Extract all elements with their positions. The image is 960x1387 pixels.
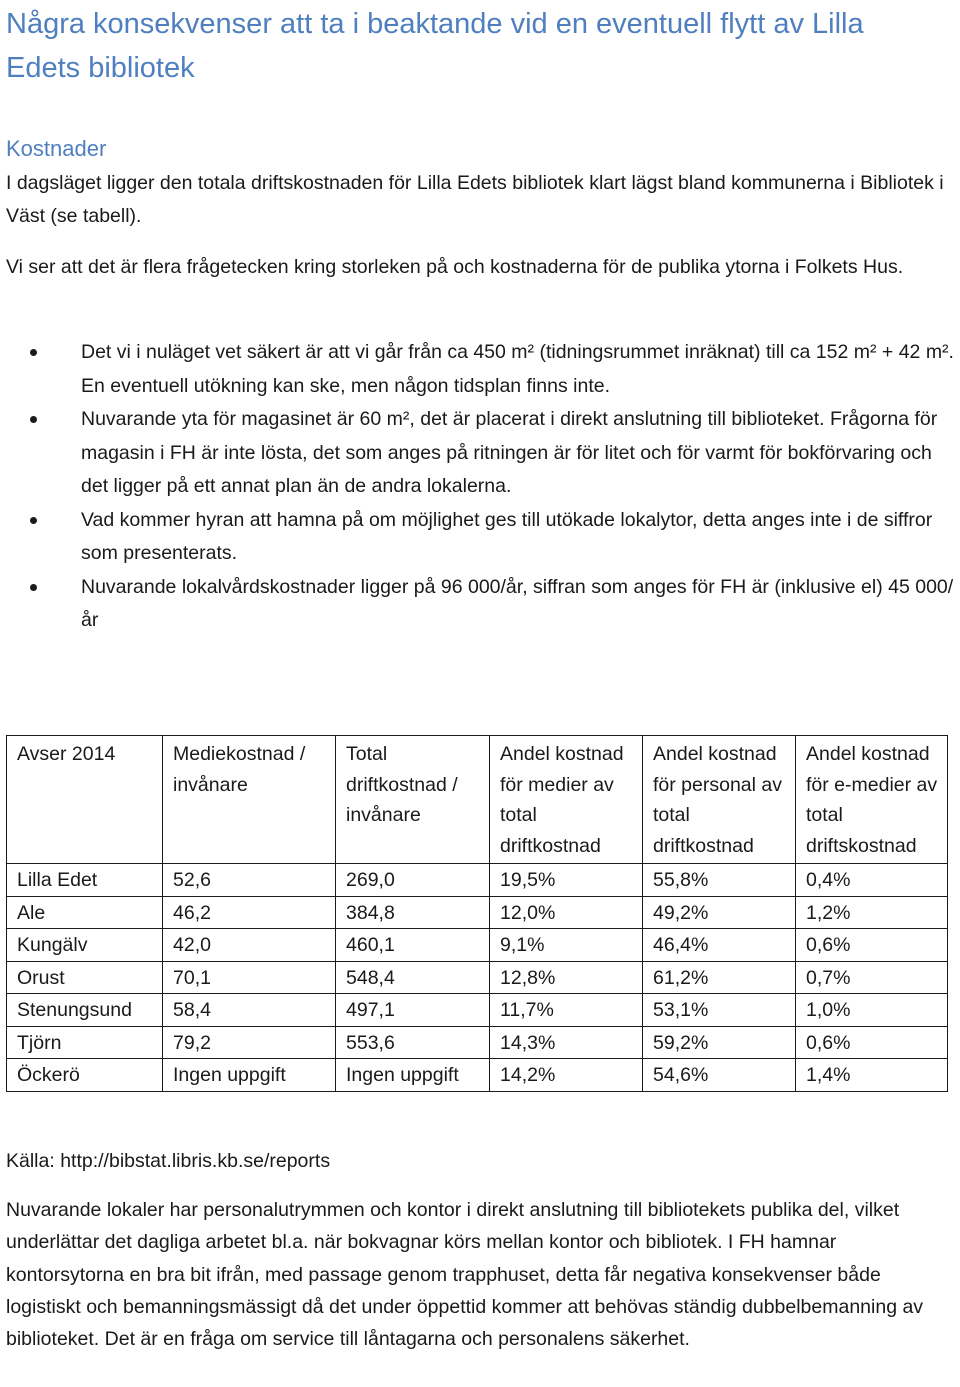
table-cell: 46,4% — [643, 929, 796, 962]
bullet-list — [6, 336, 956, 638]
bullet-icon — [30, 416, 37, 423]
bullet-icon — [30, 349, 37, 356]
table-cell: Tjörn — [7, 1026, 163, 1059]
table-row — [7, 994, 948, 1027]
table-cell: 11,7% — [490, 994, 643, 1027]
table-cell: 1,4% — [796, 1059, 948, 1092]
table-row — [7, 864, 948, 897]
table-cell: 14,2% — [490, 1059, 643, 1092]
bullet-item — [6, 403, 956, 504]
table-cell: 1,2% — [796, 896, 948, 929]
table-cell: 61,2% — [643, 961, 796, 994]
table-cell: 1,0% — [796, 994, 948, 1027]
table-cell: Lilla Edet — [7, 864, 163, 897]
table-cell: 79,2 — [163, 1026, 336, 1059]
bullet-text: Nuvarande yta för magasinet är 60 m², det är placerat i direkt anslutning till biblioteket. Frågorna för magasin i FH är inte lösta, det som anges på ritningen är för litet och för varmt för bokförvaring och det ligger på ett annat plan än de andra lokalerna. — [81, 408, 938, 497]
table-cell: 49,2% — [643, 896, 796, 929]
table-row — [7, 896, 948, 929]
table-cell: 0,4% — [796, 864, 948, 897]
table-cell: 42,0 — [163, 929, 336, 962]
table-header-cell: Mediekostnad / invånare — [163, 736, 336, 864]
table-cell: 19,5% — [490, 864, 643, 897]
table-cell: 55,8% — [643, 864, 796, 897]
table-cell: Stenungsund — [7, 994, 163, 1027]
table-header-row — [7, 736, 948, 864]
bullet-text: Nuvarande lokalvårdskostnader ligger på 96 000/år, siffran som anges för FH är (inklusive el) 45 000/år — [81, 575, 954, 631]
table-cell: Ingen uppgift — [163, 1059, 336, 1092]
cost-table — [6, 735, 948, 1092]
table-header-cell: Andel kostnad för personal av total driftkostnad — [643, 736, 796, 864]
table-header-cell: Andel kostnad för medier av total driftkostnad — [490, 736, 643, 864]
table-cell: 53,1% — [643, 994, 796, 1027]
table-cell: 12,0% — [490, 896, 643, 929]
source-citation: Källa: http://bibstat.libris.kb.se/reports — [6, 1150, 331, 1172]
table-cell: 59,2% — [643, 1026, 796, 1059]
table-cell: Ingen uppgift — [336, 1059, 490, 1092]
table-cell: 0,7% — [796, 961, 948, 994]
table-cell: 548,4 — [336, 961, 490, 994]
table-cell: 54,6% — [643, 1059, 796, 1092]
table-cell: 9,1% — [490, 929, 643, 962]
table-cell: 12,8% — [490, 961, 643, 994]
table-cell: 460,1 — [336, 929, 490, 962]
table-cell: Kungälv — [7, 929, 163, 962]
bullet-icon — [30, 517, 37, 524]
table-cell: Öckerö — [7, 1059, 163, 1092]
table-cell: 384,8 — [336, 896, 490, 929]
bullet-text: Det vi i nuläget vet säkert är att vi går från ca 450 m² (tidningsrummet inräknat) till ca 152 m² + 42 m². En eventuell utökning kan ske, men någon tidsplan finns inte. — [81, 341, 954, 397]
table-row — [7, 929, 948, 962]
table-cell: 58,4 — [163, 994, 336, 1027]
table-row — [7, 1026, 948, 1059]
table-header-cell: Total driftkostnad / invånare — [336, 736, 490, 864]
table-cell: Orust — [7, 961, 163, 994]
table-cell: 52,6 — [163, 864, 336, 897]
table-row — [7, 961, 948, 994]
paragraph-intro: I dagsläget ligger den totala driftskostnaden för Lilla Edets bibliotek klart lägst bland kommunerna i Bibliotek i Väst (se tabell). — [6, 172, 944, 227]
bullet-item — [6, 571, 956, 638]
document-title: Några konsekvenser att ta i beaktande vid en eventuell flytt av Lilla Edets bibliotek — [6, 8, 864, 84]
table-cell: 0,6% — [796, 929, 948, 962]
table-cell: 46,2 — [163, 896, 336, 929]
table-cell: 14,3% — [490, 1026, 643, 1059]
table-cell: Ale — [7, 896, 163, 929]
bullet-item — [6, 336, 956, 403]
table-cell: 497,1 — [336, 994, 490, 1027]
table-cell: 70,1 — [163, 961, 336, 994]
table-cell: 553,6 — [336, 1026, 490, 1059]
paragraph-premises: Nuvarande lokaler har personalutrymmen och kontor i direkt anslutning till bibliotekets publika del, vilket underlättar det dagliga arbetet bl.a. när bokvagnar körs mellan kontor och bibliotek. I FH hamnar kontorsytorna en bra bit ifrån, med passage genom trapphuset, detta får negativa konsekvenser både logistiskt och bemanningsmässigt då det under öppettid kommer att behövas ständig dubbelbemanning av biblioteket. Det är en fråga om service till låntagarna och personalens säkerhet. — [6, 1199, 924, 1351]
bullet-text: Vad kommer hyran att hamna på om möjlighet ges till utökade lokalytor, detta anges inte i de siffror som presenterats. — [81, 508, 933, 564]
table-cell: 269,0 — [336, 864, 490, 897]
section-heading: Kostnader — [6, 136, 107, 161]
bullet-item — [6, 504, 956, 571]
bullet-icon — [30, 584, 37, 591]
table-header-cell: Andel kostnad för e-medier av total driftskostnad — [796, 736, 948, 864]
table-cell: 0,6% — [796, 1026, 948, 1059]
table-row — [7, 1059, 948, 1092]
table-header-cell: Avser 2014 — [7, 736, 163, 864]
paragraph-questions: Vi ser att det är flera frågetecken kring storleken på och kostnaderna för de publika ytorna i Folkets Hus. — [6, 256, 904, 278]
